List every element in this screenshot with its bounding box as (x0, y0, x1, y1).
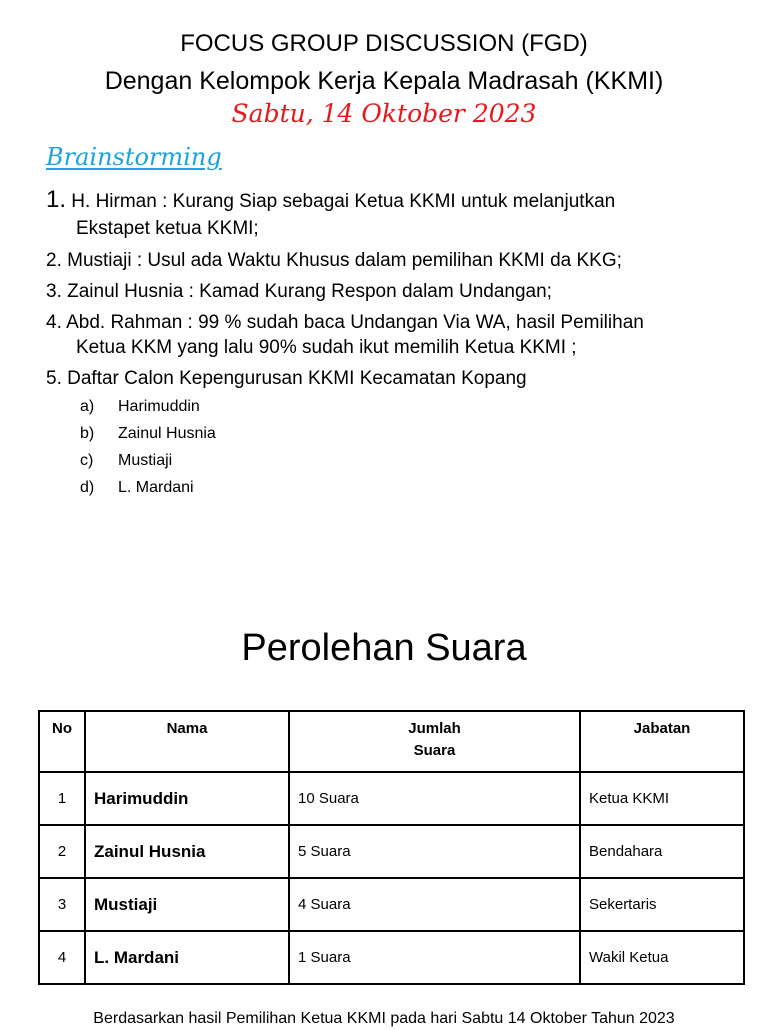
footer-text: Berdasarkan hasil Pemilihan Ketua KKMI pada hari Sabtu 14 Oktober Tahun 2023 (93, 1010, 675, 1027)
document-date: Sabtu, 14 Oktober 2023 (231, 99, 537, 128)
item-number: 4. (46, 312, 62, 333)
candidate-letter: b) (80, 425, 95, 442)
document-title: FOCUS GROUP DISCUSSION (FGD) (180, 30, 588, 57)
candidate-name: Mustiaji (118, 452, 173, 469)
candidate-item (80, 423, 216, 445)
table-header-row (39, 711, 744, 772)
candidate-name: Zainul Husnia (118, 425, 216, 442)
cell-no: 3 (39, 878, 85, 931)
column-header-votes-line1: Jumlah (408, 720, 461, 737)
candidate-letter: a) (80, 398, 95, 415)
item-text: Zainul Husnia : Kamad Kurang Respon dalam Undangan; (61, 281, 552, 302)
cell-votes: 4 Suara (289, 878, 580, 931)
votes-section-title: Perolehan Suara (241, 627, 527, 669)
candidate-letter: c) (80, 452, 94, 469)
item-text: Daftar Calon Kepengurusan KKMI Kecamatan Kopang (61, 368, 527, 389)
cell-name: Zainul Husnia (85, 825, 289, 878)
item-text: Mustiaji : Usul ada Waktu Khusus dalam pemilihan KKMI da KKG; (61, 250, 622, 271)
cell-name: L. Mardani (85, 931, 289, 984)
cell-no: 4 (39, 931, 85, 984)
column-header-votes (289, 711, 580, 772)
candidate-name: Harimuddin (118, 398, 200, 415)
column-header-no: No (39, 711, 85, 772)
column-header-votes-line2: Suara (413, 742, 456, 759)
brainstorm-item-4-continuation: Ketua KKM yang lalu 90% sudah ikut memilih Ketua KKMI ; (76, 337, 577, 358)
cell-position: Ketua KKMI (580, 772, 744, 825)
brainstorm-item-4 (46, 311, 644, 335)
table-row (39, 772, 744, 825)
cell-name: Harimuddin (85, 772, 289, 825)
cell-votes: 10 Suara (289, 772, 580, 825)
item-text: Abd. Rahman : 99 % sudah baca Undangan Via WA, hasil Pemilihan (61, 312, 644, 333)
cell-no: 1 (39, 772, 85, 825)
item-number: 5. (46, 368, 62, 389)
cell-position: Wakil Ketua (580, 931, 744, 984)
brainstorming-heading: Brainstorming (46, 143, 222, 171)
cell-position: Sekertaris (580, 878, 744, 931)
item-number: 3. (46, 281, 62, 302)
item-number: 1. (46, 186, 67, 213)
candidate-item (80, 477, 194, 499)
table-row (39, 878, 744, 931)
candidate-name: L. Mardani (118, 479, 194, 496)
candidate-item (80, 450, 172, 472)
item-number: 2. (46, 250, 62, 271)
cell-votes: 1 Suara (289, 931, 580, 984)
table-row (39, 825, 744, 878)
candidate-letter: d) (80, 479, 95, 496)
column-header-name: Nama (85, 711, 289, 772)
brainstorm-item-2 (46, 249, 622, 273)
brainstorm-item-3 (46, 280, 552, 304)
brainstorm-item-1-continuation: Ekstapet ketua KKMI; (76, 218, 259, 239)
brainstorm-item-5 (46, 367, 527, 391)
table-row (39, 931, 744, 984)
cell-votes: 5 Suara (289, 825, 580, 878)
cell-name: Mustiaji (85, 878, 289, 931)
candidate-item (80, 396, 200, 418)
cell-position: Bendahara (580, 825, 744, 878)
column-header-position: Jabatan (580, 711, 744, 772)
brainstorm-item-1 (46, 188, 615, 214)
document-subtitle: Dengan Kelompok Kerja Kepala Madrasah (KKMI) (104, 67, 664, 95)
item-text: H. Hirman : Kurang Siap sebagai Ketua KKMI untuk melanjutkan (66, 191, 616, 212)
cell-no: 2 (39, 825, 85, 878)
votes-table (38, 710, 745, 985)
